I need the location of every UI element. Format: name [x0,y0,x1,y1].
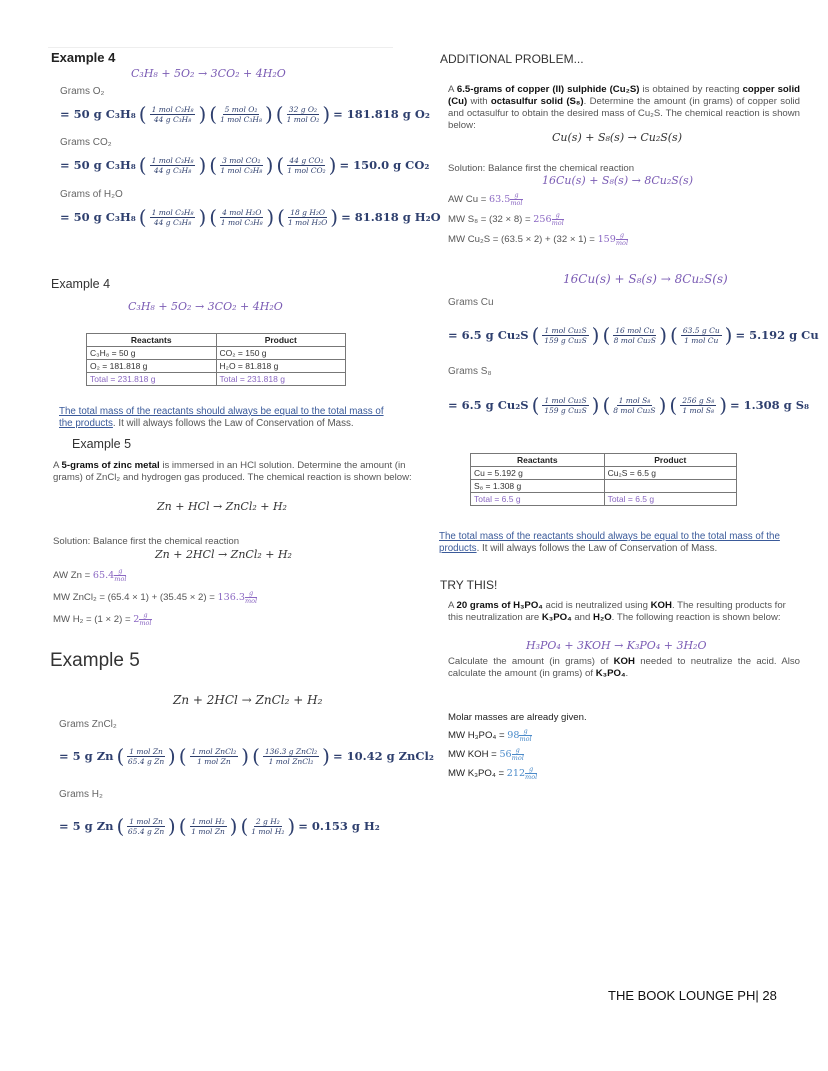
example-4-table-equation: C₃H₈ + 5O₂ → 3CO₂ + 4H₂O [128,300,283,313]
mw-zncl2: MW ZnCl₂ = (65.4 × 1) + (35.45 × 2) = 136.3 g mol [53,589,258,605]
example-4-mass-table: Reactants Product C₃H₈ = 50 g CO₂ = 150 g O₂ = 181.818 g H₂O = 81.818 g Total = 231.818 g Total = 231.818 g [86,333,346,386]
mw-cu2s: MW Cu₂S = (63.5 × 2) + (32 × 1) = 159 g mol [448,231,629,247]
example-5-calc-equation: Zn + 2HCl → ZnCl₂ + H₂ [173,693,323,707]
grams-cu-calc: = 6.5 g Cu₂S ( $\frac{\text{1 mol Cu₂S}}{\text{159 g Cu₂S}}$ ) ( $\frac{\text{16 mol Cu}}{\text{8 mol Cu₂S}}$ ) ( $\frac{\text{63.5 g Cu}}{\text{1 mol Cu}}$ ) = 5.192 g Cu [448,323,819,347]
grams-o2-calc: = 50 g C₃H₈ ( $\frac{\text{1 mol C₃H₈}}{\text{44 g C₃H₈}}$ ) ( $\frac{\text{5 mol O₂}}{\text{1 mol C₃H₈}}$ ) ( $\frac{\text{32 g O₂}}{\text{1 mol O₂}}$ ) = 181.818 g O₂ [60,102,430,126]
try-this-equation: H₃PO₄ + 3KOH → K₃PO₄ + 3H₂O [526,639,707,652]
example-5-title: Example 5 [72,437,132,451]
result-value: = 181.818 g O₂ [333,107,430,121]
balanced-equation: Zn + 2HCl → ZnCl₂ + H₂ [155,548,292,561]
grams-o2-label: Grams O₂ [60,86,105,97]
start-value: = 50 g C₃H₈ [60,107,136,121]
cu-calc-equation: 16Cu(s) + S₈(s) → 8Cu₂S(s) [563,272,728,286]
molar-masses-title: Molar masses are already given. [448,712,587,723]
additional-solution-label: Solution: Balance first the chemical reaction [448,163,635,174]
grams-h2-calc: = 5 g Zn ( $\frac{\text{1 mol Zn}}{\text{65.4 g Zn}}$ ) ( $\frac{\text{1 mol H₂}}{\text{1 mol Zn}}$ ) ( $\frac{\text{2 g H₂}}{\text{1 mol H₂}}$ ) = 0.153 g H₂ [59,814,380,838]
grams-h2o-calc: = 50 g C₃H₈ ( $\frac{\text{1 mol C₃H₈}}{\text{44 g C₃H₈}}$ ) ( $\frac{\text{4 mol H₂O}}{\text{1 mol C₃H₈}}$ ) ( $\frac{\text{18 g H₂O}}{\text{1 mol H₂O}}$ ) = 81.818 g H₂O [60,205,441,229]
grams-co2-label: Grams CO₂ [60,137,112,148]
grams-s8-label: Grams S₈ [448,366,492,377]
conservation-note-left: The total mass of the reactants should always be equal to the total mass of the products. It will always follows the Law of Conservation of Mass. [59,406,384,429]
mw-h2: MW H₂ = (1 × 2) = 2 g mol [53,611,152,627]
grams-zncl2-label: Grams ZnCl₂ [59,719,117,730]
mw-s8: MW S₈ = (32 × 8) = 256 g mol [448,211,564,227]
mw-h3po4: MW H₃PO₄ = 98 g mol [448,727,532,743]
aw-zn: AW Zn = 65.4 g mol [53,567,127,583]
example-5-equation: Zn + HCl → ZnCl₂ + H₂ [157,500,287,513]
page-footer: THE BOOK LOUNGE PH| 28 [608,988,777,1003]
example-5-calc-title: Example 5 [50,650,140,671]
cu-mass-table: Reactants Product Cu = 5.192 g Cu₂S = 6.5 g S₈ = 1.308 g Total = 6.5 g Total = 6.5 g [470,453,737,506]
mw-k3po4: MW K₃PO₄ = 212 g mol [448,765,538,781]
aw-cu: AW Cu = 63.5 g mol [448,191,523,207]
try-this-question: Calculate the amount (in grams) of KOH needed to neutralize the acid. Also calculate the amount (in grams) of K₃PO₄. [448,656,801,679]
grams-co2-calc: = 50 g C₃H₈ ( $\frac{\text{1 mol C₃H₈}}{\text{44 g C₃H₈}}$ ) ( $\frac{\text{3 mol CO₂}}{\text{1 mol C₃H₈}}$ ) ( $\frac{\text{44 g CO₂}}{\text{1 mol CO₂}}$ ) = 150.0 g CO₂ [60,153,430,177]
additional-problem-text: A 6.5-grams of copper (II) sulphide (Cu₂S) is obtained by reacting copper solid (Cu) with octasulfur solid (S₈). Determine the amount (in grams) of copper solid and octasulfur to obtain the desired mass of Cu₂S. The chemical reaction is shown below: [448,84,800,131]
grams-h2-label: Grams H₂ [59,789,103,800]
example-5-problem: A 5-grams of zinc metal is immersed in an HCl solution. Determine the amount (in grams) of ZnCl₂ and hydrogen gas produced. The chemical reaction is shown below: [53,460,412,483]
grams-zncl2-calc: = 5 g Zn ( $\frac{\text{1 mol Zn}}{\text{65.4 g Zn}}$ ) ( $\frac{\text{1 mol ZnCl₂}}{\text{1 mol Zn}}$ ) ( $\frac{\text{136.3 g ZnCl₂}}{\text{1 mol ZnCl₂}}$ ) = 10.42 g ZnCl₂ [59,744,434,768]
example-4-title: Example 4 [51,50,116,65]
additional-problem-title: ADDITIONAL PROBLEM... [440,52,584,66]
top-divider [48,47,393,48]
example-4-equation: C₃H₈ + 5O₂ → 3CO₂ + 4H₂O [131,67,286,80]
try-this-problem: A 20 grams of H₃PO₄ acid is neutralized using KOH. The resulting products for this neutralization are K₃PO₄ and H₂O. The following reaction is shown below: [448,600,786,623]
grams-s8-calc: = 6.5 g Cu₂S ( $\frac{\text{1 mol Cu₂S}}{\text{159 g Cu₂S}}$ ) ( $\frac{\text{1 mol S₈}}{\text{8 mol Cu₂S}}$ ) ( $\frac{\text{256 g S₈}}{\text{1 mol S₈}}$ ) = 1.308 g S₈ [448,393,810,417]
solution-label: Solution: Balance first the chemical reaction [53,536,240,547]
conservation-note-right: The total mass of the reactants should always be equal to the total mass of the products. It will always follows the Law of Conservation of Mass. [439,531,780,554]
try-this-title: TRY THIS! [440,578,498,592]
mw-koh: MW KOH = 56 g mol [448,746,524,762]
example-4-table-title: Example 4 [51,277,111,291]
additional-equation: Cu(s) + S₈(s) → Cu₂S(s) [552,131,682,144]
grams-cu-label: Grams Cu [448,297,494,308]
additional-balanced-equation: 16Cu(s) + S₈(s) → 8Cu₂S(s) [542,174,693,187]
grams-h2o-label: Grams of H₂O [60,189,123,200]
